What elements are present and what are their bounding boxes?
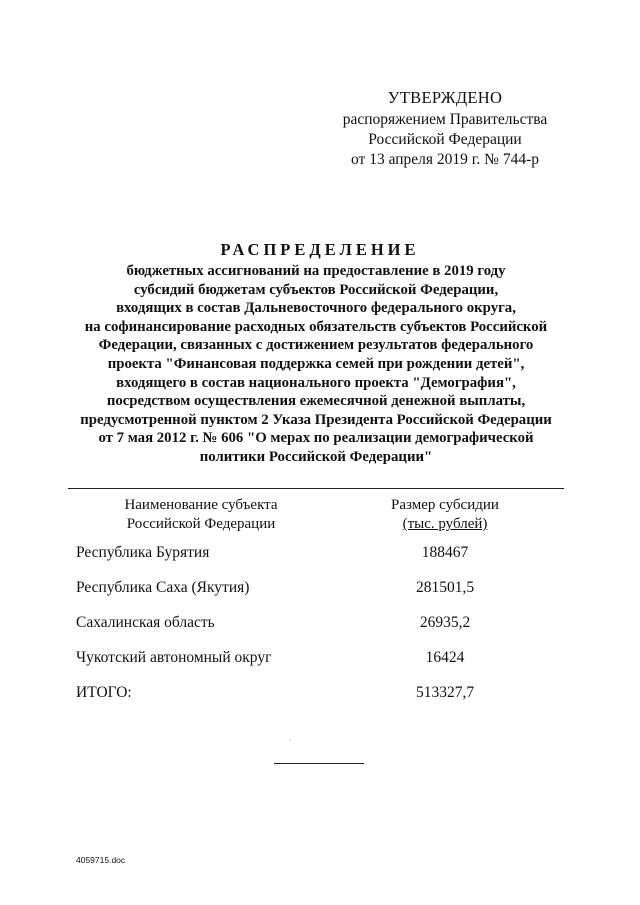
approval-block bbox=[330, 88, 560, 170]
subtitle-line: политики Российской Федерации" bbox=[199, 448, 433, 465]
table-row bbox=[68, 649, 564, 684]
header-text: Российской Федерации bbox=[126, 516, 276, 532]
file-reference: 4059715.doc bbox=[76, 855, 126, 865]
subject-name: Республика Бурятия bbox=[76, 544, 210, 561]
subject-name: Чукотский автономный округ bbox=[76, 649, 272, 666]
scan-dot: · bbox=[289, 736, 292, 745]
subsidy-amount: 188467 bbox=[421, 544, 469, 561]
subject-name: Сахалинская область bbox=[76, 614, 215, 631]
table-top-rule bbox=[68, 488, 564, 489]
subtitle-line: посредством осуществления ежемесячной денежной выплаты, bbox=[106, 393, 526, 410]
subtitle-line: проекта "Финансовая поддержка семей при рождении детей", bbox=[107, 355, 525, 372]
subtitle-line: Федерации, связанных с достижением результатов федерального bbox=[98, 337, 534, 354]
approval-heading: УТВЕРЖДЕНО bbox=[387, 88, 503, 107]
table-row-total bbox=[68, 684, 564, 719]
table-row bbox=[68, 544, 564, 579]
approval-line: Российской Федерации bbox=[368, 131, 522, 148]
approval-date-number: от 13 апреля 2019 г. № 744-р bbox=[351, 151, 539, 168]
subtitle-line: от 7 мая 2012 г. № 606 "О мерах по реализации демографической bbox=[98, 430, 534, 447]
table-row bbox=[68, 614, 564, 649]
subsidy-amount: 26935,2 bbox=[419, 614, 471, 631]
column-header-amount bbox=[360, 496, 530, 534]
header-text: (тыс. рублей) bbox=[402, 516, 488, 532]
total-amount: 513327,7 bbox=[415, 684, 475, 701]
header-text: Наименование субъекта bbox=[124, 497, 278, 513]
end-separator-line bbox=[274, 763, 364, 764]
subtitle-line: бюджетных ассигнований на предоставление в 2019 году bbox=[126, 263, 506, 279]
header-text: Размер субсидии bbox=[391, 497, 499, 513]
table-row bbox=[68, 579, 564, 614]
subject-name: Республика Саха (Якутия) bbox=[76, 579, 250, 596]
subtitle-line: на софинансирование расходных обязательств субъектов Российской bbox=[84, 318, 548, 335]
subtitle-line: входящего в состав национального проекта "Демография", bbox=[116, 374, 516, 391]
total-label: ИТОГО: bbox=[76, 684, 132, 701]
subsidy-amount: 16424 bbox=[425, 649, 465, 666]
table-body bbox=[68, 544, 564, 719]
approval-line: распоряжением Правительства bbox=[342, 111, 548, 128]
subtitle-line: субсидий бюджетам субъектов Российской Федерации, bbox=[133, 281, 499, 298]
column-header-subject bbox=[96, 496, 306, 534]
subsidy-amount: 281501,5 bbox=[415, 579, 475, 596]
subtitle-line: входящих в состав Дальневосточного федерального округа, bbox=[116, 300, 516, 317]
document-subtitle bbox=[66, 262, 566, 467]
subtitle-line: предусмотренной пунктом 2 Указа Президента Российской Федерации bbox=[80, 411, 552, 428]
document-title: РАСПРЕДЕЛЕНИЕ bbox=[220, 240, 420, 259]
